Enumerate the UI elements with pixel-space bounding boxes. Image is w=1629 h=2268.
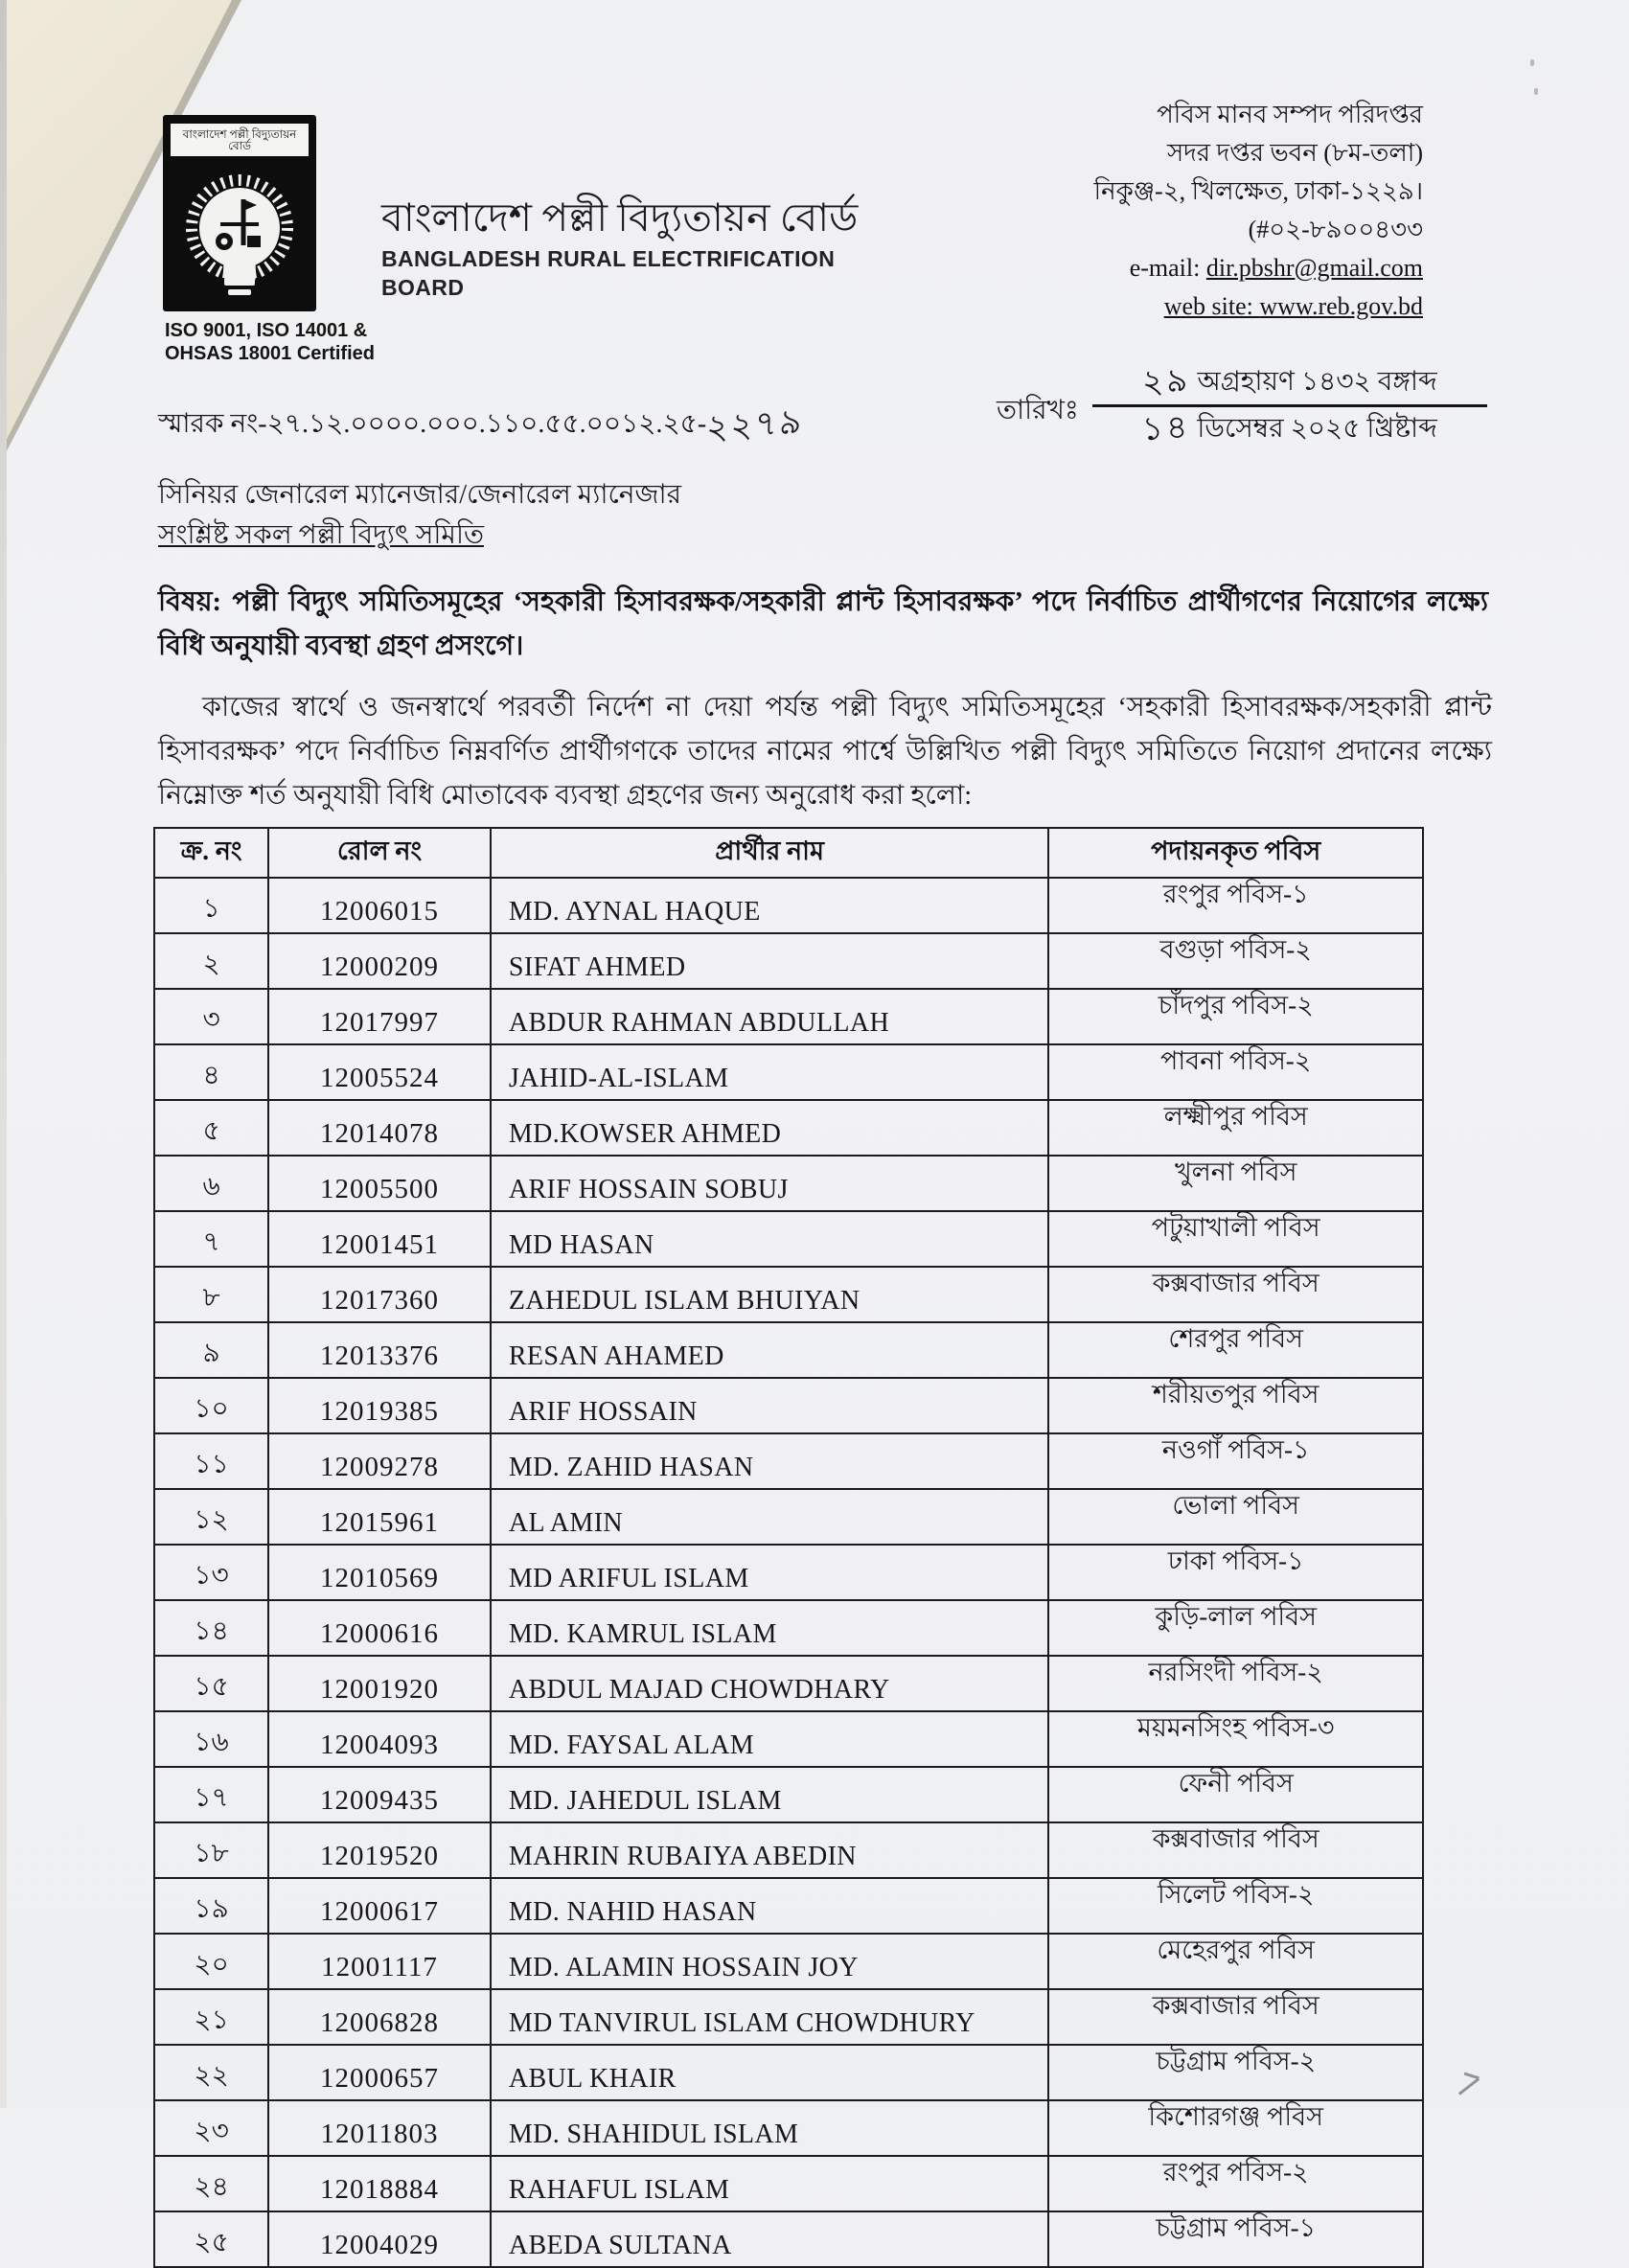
name-cell: SIFAT AHMED [491, 933, 1049, 989]
subject-line [158, 581, 1488, 669]
roll-cell: 12004029 [268, 2211, 491, 2267]
pbs-cell: সিলেট পবিস-২ [1048, 1878, 1423, 1934]
email-value: dir.pbshr@gmail.com [1205, 254, 1423, 282]
roll-cell: 12017997 [268, 989, 491, 1044]
serial-cell: ৬ [154, 1156, 268, 1211]
header-serial: ক্র. নং [154, 828, 268, 878]
roll-cell: 12019520 [268, 1822, 491, 1878]
serial-cell: ১৫ [154, 1656, 268, 1711]
name-cell: MD. KAMRUL ISLAM [491, 1600, 1049, 1656]
table-row [154, 1211, 1423, 1267]
pbs-cell: পাবনা পবিস-২ [1048, 1044, 1423, 1100]
roll-cell: 12010569 [268, 1545, 491, 1600]
table-row [154, 989, 1423, 1044]
name-cell: RESAN AHAMED [491, 1322, 1049, 1378]
pbs-cell: লক্ষ্মীপুর পবিস [1048, 1100, 1423, 1156]
name-cell: MD. FAYSAL ALAM [491, 1711, 1049, 1767]
pencil-dot-mark [1534, 88, 1538, 95]
roll-cell: 12000616 [268, 1600, 491, 1656]
subject-label: বিষয়: [158, 587, 222, 617]
iso-certification-text [165, 319, 414, 365]
roll-cell: 12014078 [268, 1100, 491, 1156]
serial-cell: ২২ [154, 2045, 268, 2100]
subject-text: পল্লী বিদ্যুৎ সমিতিসমূহের ‘সহকারী হিসাবরক্ষক/সহকারী প্লান্ট হিসাবরক্ষক’ পদে নির্বাচিত প্রার্থীগণের নিয়োগের লক্ষ্যে বিধি অনুযায়ী ব্যবস্থা গ্রহণ প্রসংগে। [158, 587, 1488, 661]
email-label: e-mail: [1129, 254, 1206, 282]
header-name: প্রার্থীর নাম [491, 828, 1049, 878]
pencil-dot-mark [1530, 59, 1534, 66]
pbs-cell: ফেনী পবিস [1048, 1767, 1423, 1822]
table-row [154, 2156, 1423, 2211]
name-cell: AL AMIN [491, 1489, 1049, 1545]
pbs-cell: চাঁদপুর পবিস-২ [1048, 989, 1423, 1044]
org-name-block [381, 194, 918, 302]
name-cell: ABDUL MAJAD CHOWDHARY [491, 1656, 1049, 1711]
pbs-cell: নরসিংদী পবিস-২ [1048, 1656, 1423, 1711]
pbs-cell: চট্টগ্রাম পবিস-১ [1048, 2211, 1423, 2267]
email-line [925, 249, 1423, 287]
name-cell: MD. JAHEDUL ISLAM [491, 1767, 1049, 1822]
roll-cell: 12004093 [268, 1711, 491, 1767]
table-row [154, 1989, 1423, 2045]
website-label: web site: [1163, 292, 1260, 320]
roll-cell: 12001451 [268, 1211, 491, 1267]
serial-cell: ১৪ [154, 1600, 268, 1656]
memo-number-printed: স্মারক নং-২৭.১২.০০০০.০০০.১১০.৫৫.০০১২.২৫- [158, 409, 707, 439]
name-cell: ABUL KHAIR [491, 2045, 1049, 2100]
name-cell: JAHID-AL-ISLAM [491, 1044, 1049, 1100]
bulb-sun-emblem-icon [163, 157, 316, 309]
table-row [154, 2100, 1423, 2156]
name-cell: ARIF HOSSAIN SOBUJ [491, 1156, 1049, 1211]
pbs-cell: মেহেরপুর পবিস [1048, 1934, 1423, 1989]
date-greg-day-handwritten: ১৪ [1141, 409, 1192, 448]
name-cell: MD TANVIRUL ISLAM CHOWDHURY [491, 1989, 1049, 2045]
address-line-directorate: পবিস মানব সম্পদ পরিদপ্তর [1157, 101, 1423, 128]
date-label: তারিখঃ [997, 396, 1079, 425]
serial-cell: ১৮ [154, 1822, 268, 1878]
name-cell: RAHAFUL ISLAM [491, 2156, 1049, 2211]
pbs-cell: কিশোরগঞ্জ পবিস [1048, 2100, 1423, 2156]
serial-cell: ৪ [154, 1044, 268, 1100]
phone-line: (#০২-৮৯০০৪৩৩ [1248, 216, 1423, 243]
name-cell: MD HASAN [491, 1211, 1049, 1267]
table-row [154, 1044, 1423, 1100]
name-cell: MD. NAHID HASAN [491, 1878, 1049, 1934]
pbs-cell: নওগাঁ পবিস-১ [1048, 1433, 1423, 1489]
org-name-bangla: বাংলাদেশ পল্লী বিদ্যুতায়ন বোর্ড [381, 195, 859, 240]
serial-cell: ৮ [154, 1267, 268, 1322]
pbs-cell: ময়মনসিংহ পবিস-৩ [1048, 1711, 1423, 1767]
addressee-line2: সংশ্লিষ্ট সকল পল্লী বিদ্যুৎ সমিতি [158, 520, 484, 550]
name-cell: ABDUR RAHMAN ABDULLAH [491, 989, 1049, 1044]
table-row [154, 1656, 1423, 1711]
serial-cell: ১১ [154, 1433, 268, 1489]
roll-cell: 12000657 [268, 2045, 491, 2100]
pbs-cell: কক্সবাজার পবিস [1048, 1989, 1423, 2045]
roll-cell: 12000209 [268, 933, 491, 989]
table-row [154, 1322, 1423, 1378]
name-cell: MAHRIN RUBAIYA ABEDIN [491, 1822, 1049, 1878]
pbs-cell: কক্সবাজার পবিস [1048, 1822, 1423, 1878]
serial-cell: ১০ [154, 1378, 268, 1433]
table-row [154, 878, 1423, 933]
table-row [154, 1545, 1423, 1600]
pbs-cell: শরীয়তপুর পবিস [1048, 1378, 1423, 1433]
table-row [154, 1156, 1423, 1211]
breb-logo [163, 115, 316, 311]
serial-cell: ১৯ [154, 1878, 268, 1934]
serial-cell: ২৩ [154, 2100, 268, 2156]
addressee-line1: সিনিয়র জেনারেল ম্যানেজার/জেনারেল ম্যানেজার [158, 480, 682, 510]
memo-number-line [158, 402, 804, 447]
serial-cell: ২১ [154, 1989, 268, 2045]
candidate-table [153, 827, 1424, 2268]
table-row [154, 1600, 1423, 1656]
table-header-row [154, 828, 1423, 878]
roll-cell: 12001920 [268, 1656, 491, 1711]
body-paragraph: কাজের স্বার্থে ও জনস্বার্থে পরবর্তী নির্দেশ না দেয়া পর্যন্ত পল্লী বিদ্যুৎ সমিতিসমূহের ‘সহকারী হিসাবরক্ষক/সহকারী প্লান্ট হিসাবরক্ষক’ পদে নির্বাচিত নিম্নবর্ণিত প্রার্থীগণকে তাদের নামের পার্শ্বে উল্লিখিত পল্লী বিদ্যুৎ সমিতিতে নিয়োগ প্রদানের লক্ষ্যে নিম্নোক্ত শর্ত অনুযায়ী বিধি মোতাবেক ব্যবস্থা গ্রহণের জন্য অনুরোধ করা হলো: [158, 693, 1492, 811]
candidate-table-body [154, 878, 1423, 2267]
name-cell: MD. SHAHIDUL ISLAM [491, 2100, 1049, 2156]
name-cell: MD. ALAMIN HOSSAIN JOY [491, 1934, 1049, 1989]
pbs-cell: রংপুর পবিস-১ [1048, 878, 1423, 933]
scan-edge [0, 0, 7, 2108]
header-roll: রোল নং [268, 828, 491, 878]
roll-cell: 12000617 [268, 1878, 491, 1934]
iso-line2: OHSAS 18001 Certified [165, 343, 375, 364]
pbs-cell: ভোলা পবিস [1048, 1489, 1423, 1545]
name-cell: MD.KOWSER AHMED [491, 1100, 1049, 1156]
website-line [925, 287, 1423, 326]
table-row [154, 1100, 1423, 1156]
roll-cell: 12005524 [268, 1044, 491, 1100]
table-row [154, 2045, 1423, 2100]
serial-cell: ৩ [154, 989, 268, 1044]
name-cell: MD. AYNAL HAQUE [491, 878, 1049, 933]
roll-cell: 12009278 [268, 1433, 491, 1489]
table-row [154, 1489, 1423, 1545]
pbs-cell: শেরপুর পবিস [1048, 1322, 1423, 1378]
website-value: www.reb.gov.bd [1259, 292, 1423, 320]
header-pbs: পদায়নকৃত পবিস [1048, 828, 1423, 878]
pbs-cell: ঢাকা পবিস-১ [1048, 1545, 1423, 1600]
roll-cell: 12011803 [268, 2100, 491, 2156]
date-bangla-line [1092, 360, 1487, 404]
pbs-cell: খুলনা পবিস [1048, 1156, 1423, 1211]
roll-cell: 12006828 [268, 1989, 491, 2045]
name-cell: ARIF HOSSAIN [491, 1378, 1049, 1433]
table-row [154, 1378, 1423, 1433]
table-row [154, 1822, 1423, 1878]
name-cell: ABEDA SULTANA [491, 2211, 1049, 2267]
serial-cell: ২ [154, 933, 268, 989]
roll-cell: 12017360 [268, 1267, 491, 1322]
pbs-cell: কুড়ি-লাল পবিস [1048, 1600, 1423, 1656]
table-row [154, 933, 1423, 989]
roll-cell: 12015961 [268, 1489, 491, 1545]
table-row [154, 1267, 1423, 1322]
serial-cell: ১৬ [154, 1711, 268, 1767]
date-stack [1092, 360, 1487, 451]
pencil-check-mark [1458, 2077, 1480, 2095]
iso-line1: ISO 9001, ISO 14001 & [165, 320, 368, 341]
office-address-block [925, 96, 1423, 326]
serial-cell: ১৭ [154, 1767, 268, 1822]
pbs-cell: কক্সবাজার পবিস [1048, 1267, 1423, 1322]
date-greg-rest: ডিসেম্বর ২০২৫ খ্রিষ্টাব্দ [1190, 414, 1437, 444]
serial-cell: ১২ [154, 1489, 268, 1545]
serial-cell: ২০ [154, 1934, 268, 1989]
pbs-cell: রংপুর পবিস-২ [1048, 2156, 1423, 2211]
date-bangla-rest: অগ্রহায়ণ ১৪৩২ বঙ্গাব্দ [1190, 367, 1437, 397]
serial-cell: ৭ [154, 1211, 268, 1267]
name-cell: ZAHEDUL ISLAM BHUIYAN [491, 1267, 1049, 1322]
table-row [154, 1767, 1423, 1822]
serial-cell: ২৪ [154, 2156, 268, 2211]
serial-cell: ৯ [154, 1322, 268, 1378]
address-line-city: নিকুঞ্জ-২, খিলক্ষেত, ঢাকা-১২২৯। [1093, 177, 1423, 205]
table-row [154, 1934, 1423, 1989]
serial-cell: ১৩ [154, 1545, 268, 1600]
memo-number-handwritten: ২২৭৯ [705, 401, 805, 447]
table-row [154, 1878, 1423, 1934]
breb-logo-banner: বাংলাদেশ পল্লী বিদ্যুতায়ন বোর্ড [169, 122, 310, 158]
name-cell: MD ARIFUL ISLAM [491, 1545, 1049, 1600]
serial-cell: ১ [154, 878, 268, 933]
pbs-cell: বগুড়া পবিস-২ [1048, 933, 1423, 989]
serial-cell: ২৫ [154, 2211, 268, 2267]
serial-cell: ৫ [154, 1100, 268, 1156]
table-row [154, 1711, 1423, 1767]
date-gregorian-line [1092, 407, 1487, 451]
table-row [154, 2211, 1423, 2267]
roll-cell: 12019385 [268, 1378, 491, 1433]
org-name-english: BANGLADESH RURAL ELECTRIFICATION BOARD [381, 246, 836, 300]
roll-cell: 12001117 [268, 1934, 491, 1989]
date-bangla-day-handwritten: ২৯ [1141, 362, 1192, 401]
roll-cell: 12005500 [268, 1156, 491, 1211]
addressee-block [158, 475, 681, 556]
roll-cell: 12018884 [268, 2156, 491, 2211]
roll-cell: 12006015 [268, 878, 491, 933]
roll-cell: 12009435 [268, 1767, 491, 1822]
address-line-building: সদর দপ্তর ভবন (৮ম-তলা) [1166, 139, 1423, 167]
date-block [997, 360, 1495, 451]
pbs-cell: পটুয়াখালী পবিস [1048, 1211, 1423, 1267]
pbs-cell: চট্টগ্রাম পবিস-২ [1048, 2045, 1423, 2100]
roll-cell: 12013376 [268, 1322, 491, 1378]
table-row [154, 1433, 1423, 1489]
name-cell: MD. ZAHID HASAN [491, 1433, 1049, 1489]
